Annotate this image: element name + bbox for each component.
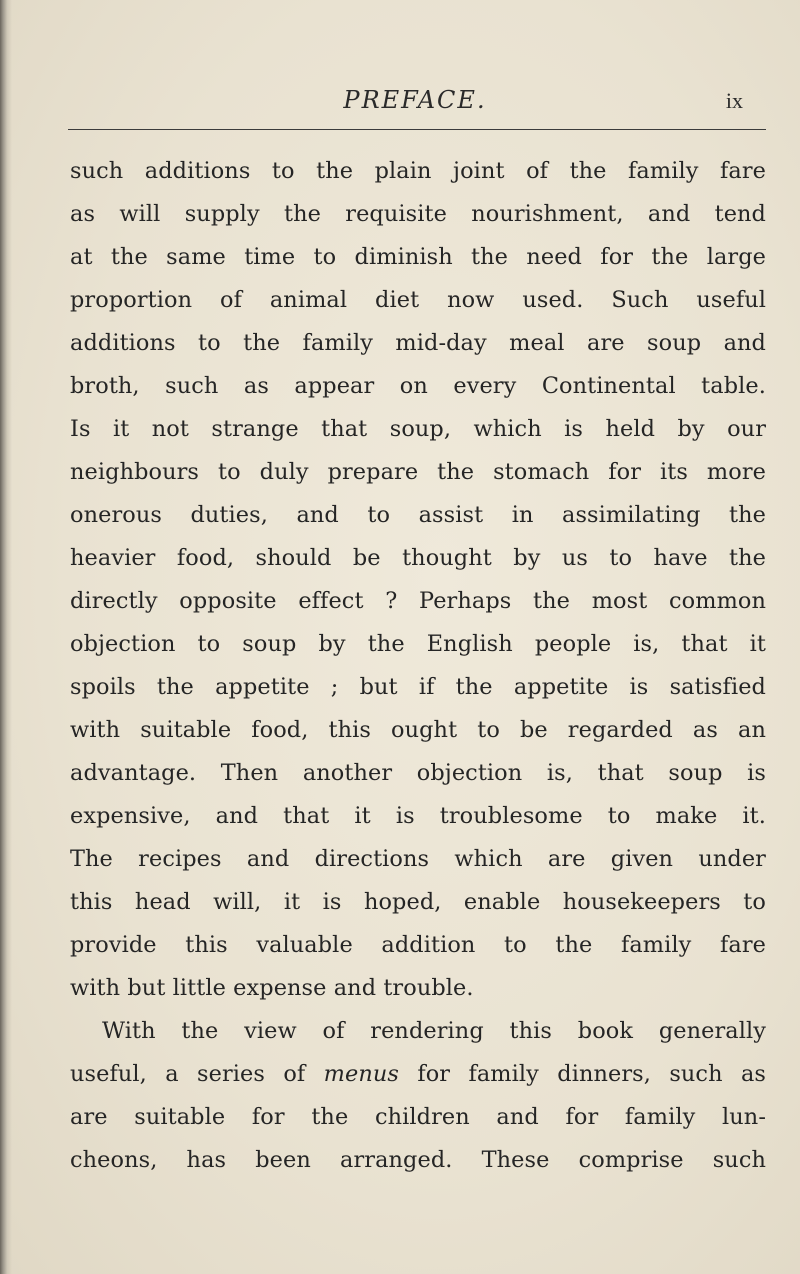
text-run: useful, a series of [70,1061,324,1087]
text-line: with but little expense and trouble. [70,975,474,1001]
text-line: such additions to the plain joint of the family fare [70,158,766,184]
text-line: neighbours to duly prepare the stomach for its more [70,459,766,485]
text-line: at the same time to diminish the need for the large [70,244,766,270]
text-line: as will supply the requisite nourishment, and tend [70,201,766,227]
page-number: ix [725,88,743,113]
header-rule [68,129,766,130]
text-line: directly opposite effect ? Perhaps the most common [70,588,766,614]
text-line: broth, such as appear on every Continental table. [70,373,766,399]
text-line: The recipes and directions which are given under [70,846,766,872]
text-line: are suitable for the children and for family lun- [70,1104,766,1130]
body-text [70,150,766,1182]
running-head [0,86,800,118]
text-line: advantage. Then another objection is, that soup is [70,760,766,786]
running-title: PREFACE. [343,86,487,114]
text-line: proportion of animal diet now used. Such useful [70,287,766,313]
binding-edge [0,0,12,1274]
text-line: Is it not strange that soup, which is held by our [70,416,766,442]
text-line: objection to soup by the English people is, that it [70,631,766,657]
text-run: for family dinners, such as [398,1061,766,1087]
text-line: this head will, it is hoped, enable housekeepers to [70,889,766,915]
text-line: provide this valuable addition to the family fare [70,932,766,958]
italic-term: menus [323,1061,399,1087]
text-line: cheons, has been arranged. These comprise such [70,1147,766,1173]
text-line: with suitable food, this ought to be regarded as an [70,717,766,743]
paragraph-start-line: With the view of rendering this book generally [102,1018,766,1044]
text-line: spoils the appetite ; but if the appetite is satisfied [70,674,766,700]
text-line [70,1053,766,1096]
text-line: expensive, and that it is troublesome to make it. [70,803,766,829]
text-line: additions to the family mid-day meal are soup and [70,330,766,356]
text-line: heavier food, should be thought by us to have the [70,545,766,571]
text-line: onerous duties, and to assist in assimilating the [70,502,766,528]
